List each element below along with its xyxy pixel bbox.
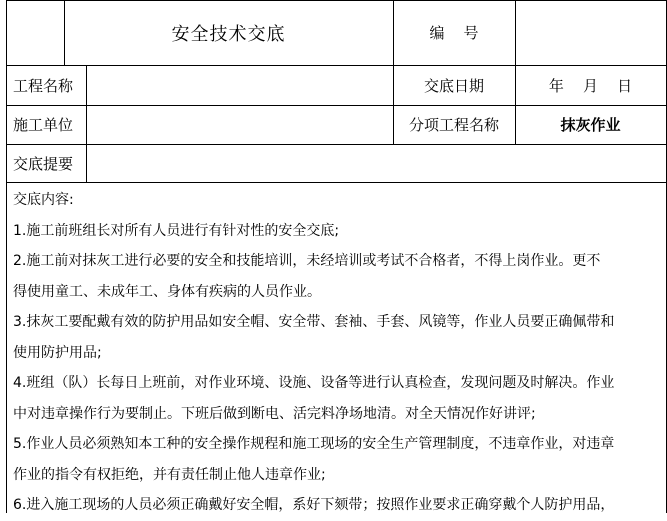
content-line: 4.班组（队）长每日上班前，对作业环境、设施、设备等进行认真检查，发现问题及时解决。作业: [13, 375, 615, 391]
handover-content: [13, 185, 663, 521]
content-line: 使用防护用品;: [13, 344, 102, 361]
number-value-field[interactable]: [515, 0, 666, 65]
content-line: 2.施工前对抹灰工进行必要的安全和技能培训，未经培训或考试不合格者，不得上岗作业。更不: [13, 253, 601, 269]
sub-project-label: 分项工程名称: [408, 116, 499, 134]
construction-unit-field[interactable]: [86, 105, 393, 144]
handover-date-field[interactable]: 年 月 日: [548, 76, 633, 95]
content-line: 中对违章操作行为要制止。下班后做到断电、活完料净场地清。对全天情况作好讲评;: [13, 405, 536, 422]
sub-project-value: 抹灰作业: [560, 116, 621, 134]
handover-form: [6, 0, 667, 513]
content-line: 1.施工前班组长对所有人员进行有针对性的安全交底;: [13, 222, 340, 239]
construction-unit-label: 施工单位: [13, 116, 74, 134]
project-name-field[interactable]: [86, 65, 393, 105]
form-title: 安全技术交底: [171, 23, 286, 45]
content-line: 5.作业人员必须熟知本工种的安全操作规程和施工现场的安全生产管理制度，不违章作业，对违章: [13, 436, 615, 452]
project-name-label: 工程名称: [13, 76, 74, 95]
border-left: [6, 0, 7, 513]
summary-field[interactable]: [86, 144, 666, 182]
summary-label: 交底提要: [13, 154, 74, 173]
content-line: 6.进入施工现场的人员必须正确戴好安全帽，系好下颏带；按照作业要求正确穿戴个人防护用品，: [13, 497, 615, 513]
content-line: 作业的指令有权拒绝，并有责任制止他人违章作业;: [13, 466, 326, 483]
row-divider: [6, 182, 667, 183]
content-heading: 交底内容:: [13, 192, 74, 208]
content-line: 得使用童工、未成年工、身体有疾病的人员作业。: [13, 283, 321, 300]
number-label: 编 号: [429, 24, 479, 42]
handover-date-label: 交底日期: [423, 76, 484, 95]
content-line: 3.抹灰工要配戴有效的防护用品如安全帽、安全带、套袖、手套、风镜等，作业人员要正确佩带和: [13, 314, 615, 330]
